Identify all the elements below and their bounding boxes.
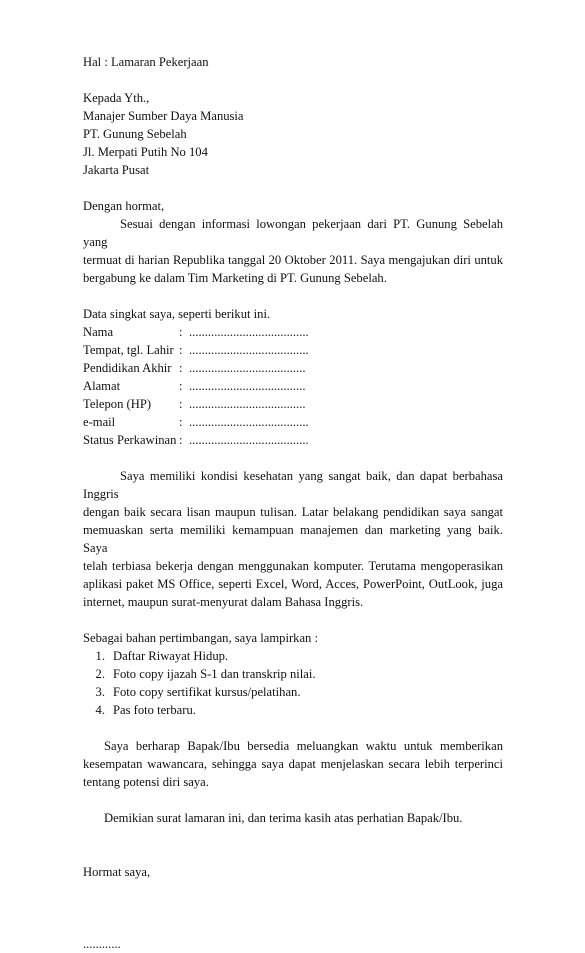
attachments-intro: Sebagai bahan pertimbangan, saya lampirkan : xyxy=(83,631,319,645)
recipient-line: Jakarta Pusat xyxy=(83,163,150,177)
list-item xyxy=(83,647,503,665)
body-line: Saya memiliki kondisi kesehatan yang sangat baik, dan dapat berbahasa Inggris xyxy=(83,469,503,501)
data-value: ...................................... xyxy=(189,415,309,429)
data-separator: : xyxy=(179,379,183,393)
subject-line: Hal : Lamaran Pekerjaan xyxy=(83,55,209,69)
data-value: ...................................... xyxy=(189,433,309,447)
recipient-line: Kepada Yth., xyxy=(83,91,150,105)
signature-placeholder: ............ xyxy=(83,937,121,951)
intro-line: Sesuai dengan informasi lowongan pekerjaan dari PT. Gunung Sebelah yang xyxy=(83,217,503,249)
data-separator: : xyxy=(179,415,183,429)
body-line: telah terbiasa bekerja dengan menggunakan komputer. Terutama mengoperasikan xyxy=(83,559,503,573)
data-value: ...................................... xyxy=(189,325,309,339)
data-intro: Data singkat saya, seperti berikut ini. xyxy=(83,307,271,321)
data-label: Nama xyxy=(83,325,114,339)
hope-paragraph xyxy=(83,737,503,791)
list-text: Pas foto terbaru. xyxy=(113,703,196,717)
letter-page xyxy=(83,53,503,953)
data-separator: : xyxy=(179,397,183,411)
body-line: internet, maupun surat-menyurat dalam Bahasa Inggris. xyxy=(83,595,364,609)
list-item xyxy=(83,701,503,719)
intro-line: termuat di harian Republika tanggal 20 Oktober 2011. Saya mengajukan diri untuk xyxy=(83,253,503,267)
recipient-line: Manajer Sumber Daya Manusia xyxy=(83,109,244,123)
recipient-line: PT. Gunung Sebelah xyxy=(83,127,187,141)
intro-paragraph xyxy=(83,215,503,287)
data-row xyxy=(83,377,503,395)
data-row xyxy=(83,323,503,341)
personal-data-list xyxy=(83,323,503,449)
data-label: Pendidikan Akhir xyxy=(83,361,172,375)
data-label: Telepon (HP) xyxy=(83,397,152,411)
body-line: aplikasi paket MS Office, seperti Excel, Word, Acces, PowerPoint, OutLook, juga xyxy=(83,577,503,591)
signoff: Hormat saya, xyxy=(83,865,151,879)
intro-line: bergabung ke dalam Tim Marketing di PT. Gunung Sebelah. xyxy=(83,271,387,285)
body-paragraph xyxy=(83,467,503,611)
body-line: dengan baik secara lisan maupun tulisan. Latar belakang pendidikan saya sangat xyxy=(83,505,503,519)
list-number: 3. xyxy=(95,685,105,699)
data-row xyxy=(83,359,503,377)
list-text: Daftar Riwayat Hidup. xyxy=(113,649,229,663)
data-label: Status Perkawinan xyxy=(83,433,177,447)
data-separator: : xyxy=(179,343,183,357)
hope-line: tentang potensi diri saya. xyxy=(83,775,209,789)
recipient-block xyxy=(83,89,503,179)
hope-line: kesempatan wawancara, sehingga saya dapat menjelaskan secara lebih terperinci xyxy=(83,757,503,771)
data-label: Tempat, tgl. Lahir xyxy=(83,343,174,357)
data-row xyxy=(83,395,503,413)
closing-sentence: Demikian surat lamaran ini, dan terima kasih atas perhatian Bapak/Ibu. xyxy=(104,811,463,825)
data-value: ..................................... xyxy=(189,379,306,393)
recipient-line: Jl. Merpati Putih No 104 xyxy=(83,145,208,159)
list-item xyxy=(83,683,503,701)
data-label: Alamat xyxy=(83,379,121,393)
list-number: 2. xyxy=(95,667,105,681)
greeting: Dengan hormat, xyxy=(83,199,165,213)
data-separator: : xyxy=(179,433,183,447)
list-text: Foto copy ijazah S-1 dan transkrip nilai. xyxy=(113,667,316,681)
data-value: ..................................... xyxy=(189,361,306,375)
list-number: 1. xyxy=(95,649,105,663)
data-value: ...................................... xyxy=(189,343,309,357)
attachments-list xyxy=(83,647,503,719)
list-item xyxy=(83,665,503,683)
data-label: e-mail xyxy=(83,415,116,429)
list-number: 4. xyxy=(95,703,105,717)
data-value: ..................................... xyxy=(189,397,306,411)
data-row xyxy=(83,413,503,431)
hope-line: Saya berharap Bapak/Ibu bersedia meluangkan waktu untuk memberikan xyxy=(104,739,503,753)
list-text: Foto copy sertifikat kursus/pelatihan. xyxy=(113,685,301,699)
body-line: memuaskan serta memiliki kemampuan manajemen dan marketing yang baik. Saya xyxy=(83,523,503,555)
data-row xyxy=(83,431,503,449)
data-separator: : xyxy=(179,325,183,339)
data-row xyxy=(83,341,503,359)
data-separator: : xyxy=(179,361,183,375)
